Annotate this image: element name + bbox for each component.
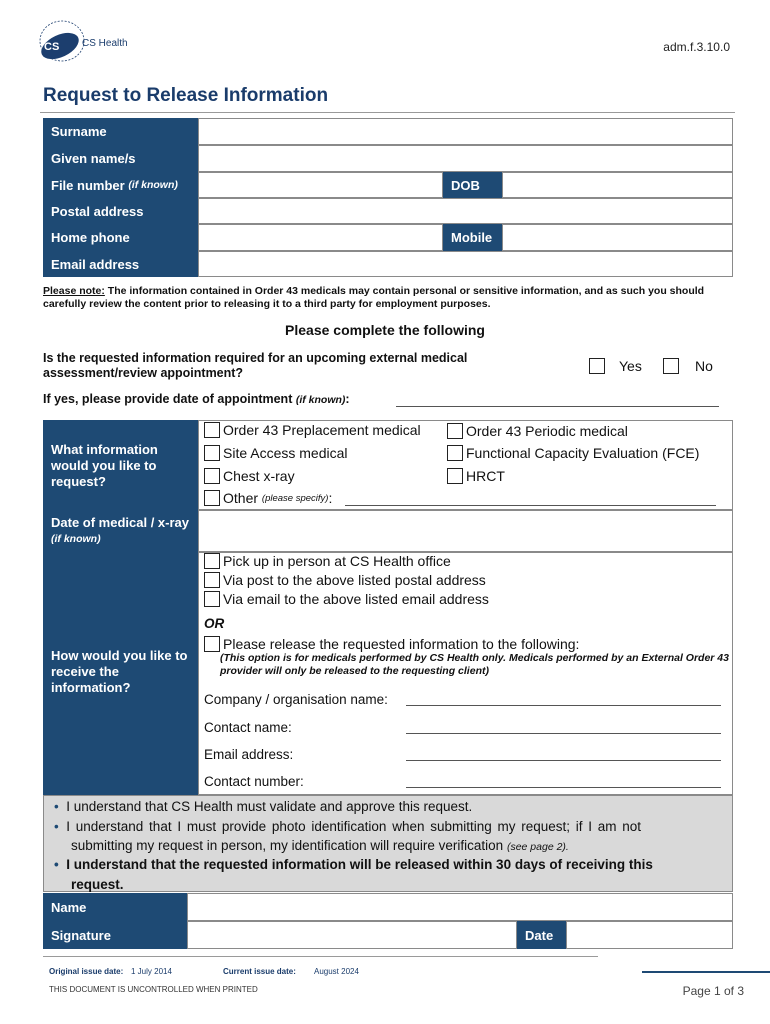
brand-name: CS Health xyxy=(82,38,128,49)
contact-number-label: Contact number: xyxy=(204,774,304,789)
ack-item-2: • I understand that I must provide photo identification when submitting my request; if I am not xyxy=(54,819,642,834)
release-note: (This option is for medicals performed by CS Health only. Medicals performed by an External Order 43 provider will only be released to the requesting client) xyxy=(220,652,729,677)
dob-field[interactable] xyxy=(502,172,733,198)
page-number: Page 1 of 3 xyxy=(682,984,744,998)
uncontrolled-notice: THIS DOCUMENT IS UNCONTROLLED WHEN PRINTED xyxy=(49,985,258,994)
release-option[interactable]: Please release the requested information to the following: xyxy=(204,636,579,652)
name-field[interactable] xyxy=(187,893,733,921)
chest-xray-checkbox[interactable] xyxy=(204,468,220,484)
fce-option[interactable]: Functional Capacity Evaluation (FCE) xyxy=(447,445,699,461)
fce-checkbox[interactable] xyxy=(447,445,463,461)
site-access-checkbox[interactable] xyxy=(204,445,220,461)
preplacement-option[interactable]: Order 43 Preplacement medical xyxy=(204,422,421,438)
home-phone-field[interactable] xyxy=(198,224,443,251)
page-rule xyxy=(642,971,770,973)
cs-health-logo xyxy=(38,16,88,66)
current-issue-date: August 2024 xyxy=(314,967,359,976)
no-label: No xyxy=(695,358,713,374)
email-address-field[interactable] xyxy=(198,251,733,277)
what-information-label: What information would you like to request? xyxy=(43,420,198,510)
company-field[interactable] xyxy=(406,692,721,706)
company-label: Company / organisation name: xyxy=(204,692,388,707)
other-checkbox[interactable] xyxy=(204,490,220,506)
name-label: Name xyxy=(43,893,187,921)
release-email-field[interactable] xyxy=(406,747,721,761)
hrct-checkbox[interactable] xyxy=(447,468,463,484)
postal-address-label: Postal address xyxy=(43,198,198,224)
receive-method-label: How would you like to receive the information? xyxy=(43,552,198,795)
pickup-option[interactable]: Pick up in person at CS Health office xyxy=(204,553,451,569)
yes-label: Yes xyxy=(619,358,642,374)
note-text: The information contained in Order 43 medicals may contain personal or sensitive information, and as such you should carefully review the content prior to releasing it to a third party for employment purposes. xyxy=(43,285,705,310)
original-issue-label: Original issue date: xyxy=(49,967,124,976)
other-note: (please specify) xyxy=(261,492,329,504)
email-address-label: Email address xyxy=(43,251,198,277)
contact-number-field[interactable] xyxy=(406,774,721,788)
given-names-field[interactable] xyxy=(198,145,733,172)
ack-item-2-cont: submitting my request in person, my identification will require verification (see page 2). xyxy=(71,838,569,853)
section-heading: Please complete the following xyxy=(285,322,485,338)
original-issue-date: 1 July 2014 xyxy=(131,967,172,976)
ack-item-3-cont: request. xyxy=(71,877,124,892)
surname-field[interactable] xyxy=(198,118,733,145)
periodic-checkbox[interactable] xyxy=(447,423,463,439)
current-issue-label: Current issue date: xyxy=(223,967,296,976)
ack-item-3: • I understand that the requested information will be released within 30 days of receiving this xyxy=(54,857,653,872)
file-number-label: File number (if known) xyxy=(43,172,198,198)
email-option[interactable]: Via email to the above listed email address xyxy=(204,591,489,607)
appointment-question: Is the requested information required for an upcoming external medical assessment/review appointment? xyxy=(43,351,468,380)
date-field[interactable] xyxy=(566,921,733,949)
email-checkbox[interactable] xyxy=(204,591,220,607)
mobile-label: Mobile xyxy=(443,224,502,251)
pickup-checkbox[interactable] xyxy=(204,553,220,569)
date-label: Date xyxy=(517,921,566,949)
hrct-option[interactable]: HRCT xyxy=(447,468,505,484)
logo-text: CS xyxy=(44,41,60,53)
chest-xray-option[interactable]: Chest x-ray xyxy=(204,468,295,484)
postal-address-field[interactable] xyxy=(198,198,733,224)
other-option[interactable]: Other (please specify) : xyxy=(204,490,332,506)
post-checkbox[interactable] xyxy=(204,572,220,588)
date-of-medical-note: (if known) xyxy=(51,533,101,545)
other-specify-field[interactable] xyxy=(345,492,716,506)
contact-name-field[interactable] xyxy=(406,720,721,734)
footer-divider xyxy=(43,956,598,957)
page-title: Request to Release Information xyxy=(43,85,329,106)
appointment-date-note: (if known) xyxy=(295,394,346,406)
post-option[interactable]: Via post to the above listed postal address xyxy=(204,572,486,588)
date-of-medical-field[interactable] xyxy=(198,510,733,552)
appointment-date-field[interactable] xyxy=(396,393,719,407)
release-checkbox[interactable] xyxy=(204,636,220,652)
release-email-label: Email address: xyxy=(204,747,294,762)
yes-checkbox[interactable] xyxy=(589,358,605,374)
periodic-option[interactable]: Order 43 Periodic medical xyxy=(447,423,628,439)
file-number-field[interactable] xyxy=(198,172,443,198)
file-number-note: (if known) xyxy=(128,179,178,191)
site-access-option[interactable]: Site Access medical xyxy=(204,445,348,461)
preplacement-checkbox[interactable] xyxy=(204,422,220,438)
dob-label: DOB xyxy=(443,172,502,198)
title-divider xyxy=(40,112,735,113)
signature-field[interactable] xyxy=(187,921,517,949)
date-of-medical-label: Date of medical / x-ray (if known) xyxy=(43,510,198,552)
document-reference: adm.f.3.10.0 xyxy=(663,40,730,54)
ack-item-1: • I understand that CS Health must validate and approve this request. xyxy=(54,799,473,814)
or-divider: OR xyxy=(204,616,225,631)
home-phone-label: Home phone xyxy=(43,224,198,251)
signature-label: Signature xyxy=(43,921,187,949)
given-names-label: Given name/s xyxy=(43,145,198,172)
no-checkbox[interactable] xyxy=(663,358,679,374)
appointment-date-question: If yes, please provide date of appointment (if known): xyxy=(43,392,350,406)
contact-name-label: Contact name: xyxy=(204,720,292,735)
privacy-note xyxy=(43,285,733,311)
mobile-field[interactable] xyxy=(502,224,733,251)
note-label: Please note: xyxy=(43,285,105,297)
surname-label: Surname xyxy=(43,118,198,145)
